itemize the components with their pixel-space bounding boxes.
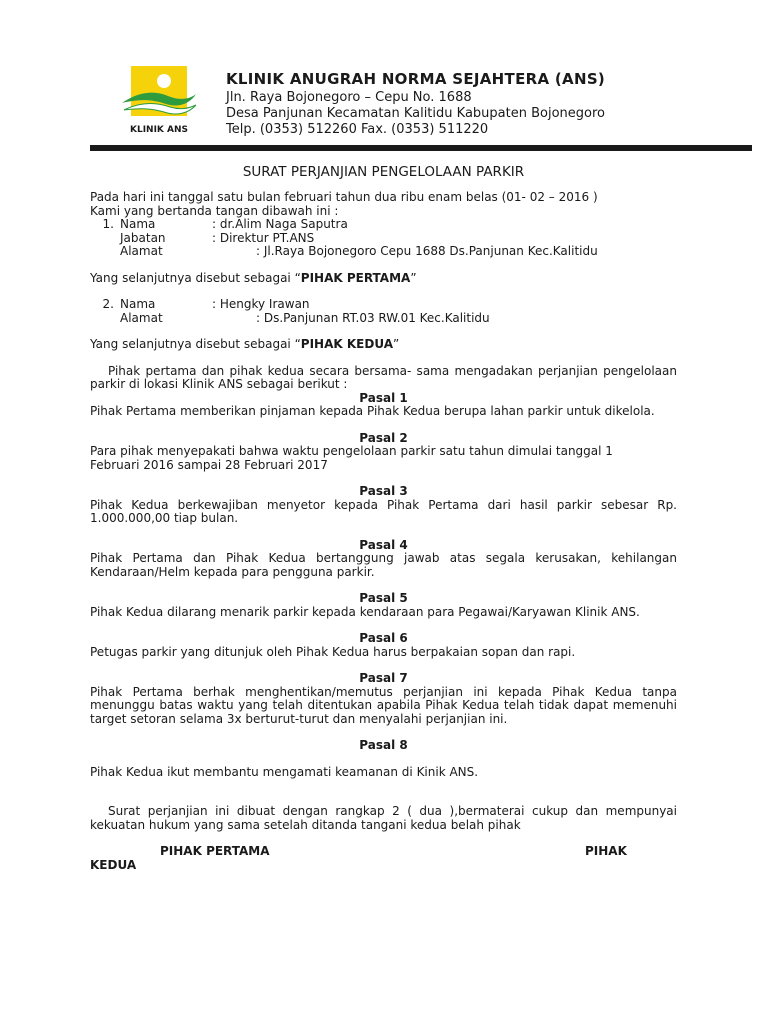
- party1-title-row: [90, 232, 677, 246]
- party2-name-row: [90, 298, 677, 312]
- opening-line-1: Pada hari ini tanggal satu bulan februari tahun dua ribu enam belas (01- 02 – 2016 ): [90, 190, 598, 204]
- signature-second-party-continued: KEDUA: [90, 857, 137, 872]
- agreement-intro: Pihak pertama dan pihak kedua secara bersama- sama mengadakan perjanjian pengelolaan parkir di lokasi Klinik ANS sebagai berikut :: [90, 363, 677, 391]
- party1-designation: Yang selanjutnya disebut sebagai “PIHAK PERTAMA”: [90, 270, 417, 285]
- article-1-title: Pasal 1: [359, 390, 408, 405]
- logo-head-circle: [157, 74, 171, 88]
- letterhead: [226, 70, 605, 138]
- closing-paragraph: Surat perjanjian ini dibuat dengan rangkap 2 ( dua ),bermaterai cukup dan mempunyai kekuatan hukum yang sama setelah ditanda tangani kedua belah pihak: [90, 804, 677, 832]
- article-6-title: Pasal 6: [359, 631, 408, 645]
- party1-name-label: Nama: [120, 217, 156, 231]
- article-7-title: Pasal 7: [359, 671, 408, 685]
- clinic-logo-mark: [120, 66, 198, 136]
- article-1-text: Pihak Pertama memberikan pinjaman kepada Pihak Kedua berupa lahan parkir untuk dikelola.: [90, 404, 655, 418]
- clinic-address-line-1: Jln. Raya Bojonegoro – Cepu No. 1688: [226, 90, 472, 105]
- opening-line-2: Kami yang bertanda tangan dibawah ini :: [90, 203, 339, 218]
- letterhead-divider: [90, 145, 752, 151]
- party1-name-row: [90, 218, 677, 232]
- signature-second-party: PIHAK: [585, 844, 627, 858]
- clinic-address-line-2: Desa Panjunan Kecamatan Kalitidu Kabupaten Bojonegoro: [226, 106, 605, 121]
- article-4-title: Pasal 4: [359, 537, 408, 552]
- article-4-text: Pihak Pertama dan Pihak Kedua bertanggung jawab atas segala kerusakan, kehilangan Kendaraan/Helm kepada para pengguna parkir.: [90, 551, 677, 579]
- article-3-title: Pasal 3: [359, 484, 408, 498]
- document-body: [90, 191, 677, 872]
- article-6-text: Petugas parkir yang ditunjuk oleh Pihak Kedua harus berpakaian sopan dan rapi.: [90, 644, 576, 659]
- party2-designation-name: PIHAK KEDUA: [300, 337, 393, 351]
- party2-number: 2.: [102, 297, 114, 311]
- party1-title-value: : Direktur PT.ANS: [212, 230, 315, 245]
- party2-name-value: : Hengky Irawan: [212, 297, 310, 311]
- party1-address-value: : Jl.Raya Bojonegoro Cepu 1688 Ds.Panjunan Kec.Kalitidu: [256, 244, 598, 258]
- party1-address-label: Alamat: [120, 244, 163, 258]
- party2-designation: Yang selanjutnya disebut sebagai “PIHAK KEDUA”: [90, 337, 400, 351]
- party1-address-row: [90, 245, 677, 259]
- party1-title-label: Jabatan: [120, 230, 166, 245]
- article-2-text: Para pihak menyepakati bahwa waktu pengelolaan parkir satu tahun dimulai tanggal 1 Februari 2016 sampai 28 Februari 2017: [90, 444, 613, 472]
- article-5-title: Pasal 5: [359, 591, 408, 605]
- party1-designation-name: PIHAK PERTAMA: [300, 270, 411, 285]
- party2-address-row: [90, 312, 677, 326]
- clinic-logo: [120, 66, 198, 136]
- document-title: SURAT PERJANJIAN PENGELOLAAN PARKIR: [242, 164, 525, 180]
- article-7-text: Pihak Pertama berhak menghentikan/memutus perjanjian ini kepada Pihak Kedua tanpa menunggu batas waktu yang telah ditentukan apabila Pihak Kedua telah tidak dapat memenuhi target setoran selama 3x berturut-turut dan menyalahi perjanjian ini.: [90, 684, 677, 726]
- party1-name-value: : dr.Alim Naga Saputra: [212, 217, 348, 231]
- party2-address-value: : Ds.Panjunan RT.03 RW.01 Kec.Kalitidu: [256, 310, 490, 325]
- party2-address-label: Alamat: [120, 310, 163, 325]
- signature-labels: [90, 845, 677, 859]
- logo-caption: KLINIK ANS: [129, 125, 189, 135]
- article-8-text: Pihak Kedua ikut membantu mengamati keamanan di Kinik ANS.: [90, 764, 479, 779]
- signature-first-party: PIHAK PERTAMA: [160, 844, 270, 858]
- article-5-text: Pihak Kedua dilarang menarik parkir kepada kendaraan para Pegawai/Karyawan Klinik ANS.: [90, 604, 640, 619]
- article-8-title: Pasal 8: [359, 738, 408, 752]
- article-2-title: Pasal 2: [359, 430, 408, 445]
- party2-name-label: Nama: [120, 297, 156, 311]
- article-3-text: Pihak Kedua berkewajiban menyetor kepada Pihak Pertama dari hasil parkir sebesar Rp. 1.000.000,00 tiap bulan.: [90, 497, 677, 525]
- clinic-contact: Telp. (0353) 512260 Fax. (0353) 511220: [226, 122, 489, 137]
- clinic-name: KLINIK ANUGRAH NORMA SEJAHTERA (ANS): [226, 70, 606, 88]
- party1-number: 1.: [102, 217, 114, 231]
